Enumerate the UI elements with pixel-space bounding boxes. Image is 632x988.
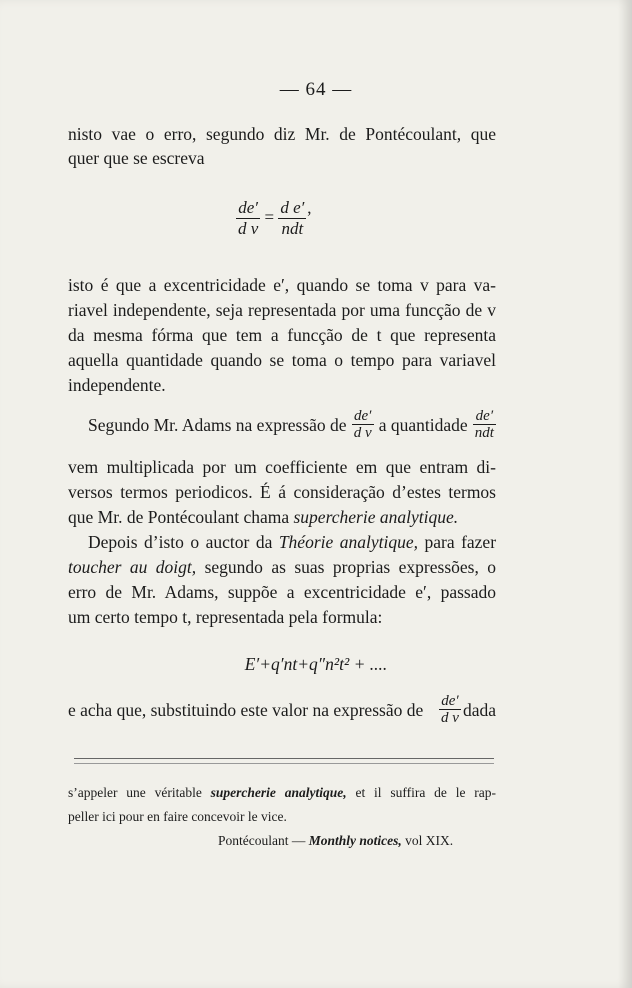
footnote-line-3: Pontécoulant — Monthly notices, vol XIX. (218, 833, 454, 848)
italic-term: supercherie analytique. (293, 507, 459, 527)
paragraph-4-line-3: erro de Mr. Adams, suppõe a excentricidade e′, passado (68, 582, 496, 602)
equation-derivative: $\frac{de'}{\text{d v}}$ = $\frac{\text{d e′}}{\text{ndt}}$ ’ (238, 198, 313, 238)
equals-sign: = (264, 207, 275, 227)
paragraph-3-line-2: vem multiplicada por um coefficiente em que entram di- (68, 457, 496, 477)
italic-term: supercherie analytique, (210, 785, 347, 800)
paragraph-3-line-1: Segundo Mr. Adams na expressão de $\frac{de'}{\text{d v}}$ a quantidade $\frac{de'}{\text{ndt}}$ (88, 408, 494, 441)
paragraph-3-line-3: versos termos periodicos. É á consideração d’estes termos (68, 482, 496, 502)
fraction-de-ndt: $\frac{\text{d e′}}{\text{ndt}}$ (280, 198, 305, 238)
footnote-line-2: peller ici pour en faire concevoir le vice. (68, 809, 287, 824)
paragraph-2-line-3: da mesma fórma que tem a funcção de t que representa (68, 325, 496, 345)
italic-phrase: toucher au doigt, (68, 557, 197, 577)
fraction-de-dv: $\frac{de'}{\text{d v}}$ (441, 693, 459, 726)
eccentricity-formula: E′+q′nt+q″n²t² + .... (244, 654, 388, 674)
journal-title: Monthly notices, (308, 833, 402, 848)
footnote-line-1: s’appeler une véritable supercherie analytique, et il suffira de le rap- (68, 785, 497, 800)
paragraph-2-line-1: isto é que a excentricidade e′, quando se toma v para va- (68, 275, 496, 295)
paragraph-4-line-4: um certo tempo t, representada pela formula: (68, 607, 383, 627)
paragraph-3-line-4: que Mr. de Pontécoulant chama supercherie analytique. (68, 507, 459, 527)
paragraph-1-line-1: nisto vae o erro, segundo diz Mr. de Pontécoulant, que (68, 124, 496, 144)
page-number: — 64 — (279, 79, 353, 100)
paragraph-1-line-2: quer que se escreva (68, 148, 205, 168)
fraction-de-dv: $\frac{de'}{\text{d v}}$ (353, 408, 372, 441)
fraction-de-ndt: $\frac{de'}{\text{ndt}}$ (474, 408, 494, 441)
paragraph-4-line-2: toucher au doigt, segundo as suas proprias expressões, o (68, 557, 497, 577)
paragraph-5-line-1: e acha que, substituindo este valor na expressão de $\frac{de'}{\text{d v}}$ dada (68, 693, 496, 726)
fraction-de-dv: $\frac{de'}{\text{d v}}$ (238, 198, 259, 238)
italic-title: Théorie analytique, (278, 532, 418, 552)
paragraph-2-line-4: aquella quantidade quando se toma o tempo para variavel (68, 350, 496, 370)
paragraph-2-line-2: riavel independente, seja representada por uma funcção de v (68, 300, 496, 320)
paragraph-4-line-1: Depois d’isto o auctor da Théorie analytique, para fazer (88, 532, 497, 552)
paragraph-2-line-5: independente. (68, 375, 166, 395)
footnote-separator (74, 758, 494, 764)
